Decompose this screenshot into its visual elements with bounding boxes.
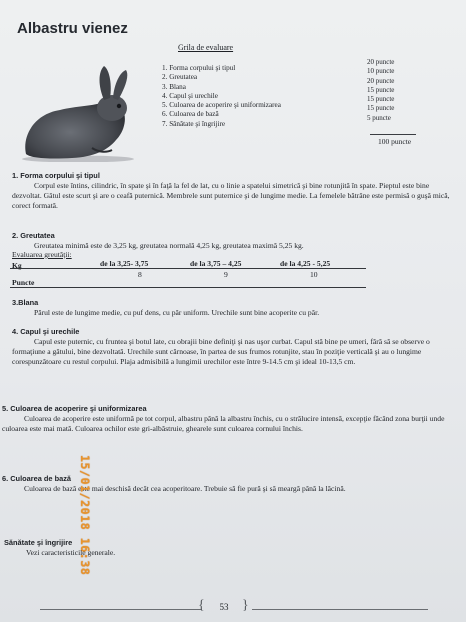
grila-total-divider <box>370 134 416 135</box>
grila-item: 5. Culoarea de acoperire şi uniformizarea <box>162 101 281 110</box>
table-cell: 8 <box>138 270 142 279</box>
grila-item: 4. Capul şi urechile <box>162 91 218 100</box>
rabbit-photo <box>14 62 142 162</box>
table-cell: 9 <box>224 270 228 279</box>
grila-points-list <box>367 58 417 123</box>
footer-rule-right <box>252 609 428 610</box>
grila-criteria-list <box>162 64 372 129</box>
table-header-cell: de la 3,25- 3,75 <box>100 259 149 268</box>
table-header-cell: Kg <box>12 261 22 270</box>
evaluare-label: Evaluarea greutăţii: <box>12 250 72 259</box>
section-text: Culoarea de bază este mai deschisă decât cea acoperitoare. Trebuie să fie pură şi să meargă până la lăcină. <box>24 484 346 493</box>
section-text: Capul este puternic, cu fruntea şi botul late, cu obrajii bine definiţi şi nas uşor curbat. Capul stă bine pe umeri, fără să se observe o formaţiune a gâtului, bine dezvoltată. Urechile sunt cărnoase, în partea de sus frumos rotunjite, stau în poziţie verticală şi au o lungime corespunzătoare cu restul corpului. Plaja admisibilă a lungimii urechilor este între 9-14.5 cm şi ideal 10-13,5 cm. <box>12 337 430 366</box>
footer-rule-left <box>40 609 202 610</box>
section-blana <box>12 298 454 318</box>
grila-item: 3. Blana <box>162 82 186 91</box>
section-text: Culoarea de acoperire este uniformă pe tot corpul, albastru până la albastru închis, cu o strălucire intensă, excepţie făcând zona burţii unde culoarea este mai mată. Culoarea ochilor este gri-albăstruie, ghearele sunt culoarea cornului închis. <box>2 414 445 433</box>
section-greutatea <box>12 231 454 251</box>
table-header-cell: de la 4,25 - 5,25 <box>280 259 331 268</box>
grila-points: 20 puncte <box>367 58 395 66</box>
section-heading: 5. Culoarea de acoperire şi uniformizarea <box>2 404 147 413</box>
section-text: Greutatea minimă este de 3,25 kg, greutatea normală 4,25 kg, greutatea maximă 5,25 kg. <box>34 241 304 250</box>
table-cell: 10 <box>310 270 318 279</box>
section-culoarea-acoperire <box>2 404 454 434</box>
grila-total: 100 puncte <box>378 137 412 146</box>
grila-points: 5 puncte <box>367 113 391 122</box>
grila-points: 15 puncte <box>367 95 395 104</box>
date-stamp-text: 15/01/2018 16:38 <box>78 455 92 576</box>
table-rule <box>10 268 366 269</box>
section-text: Părul este de lungime medie, cu puf dens, cu păr uniform. Urechile sunt bine acoperite cu păr. <box>34 308 320 317</box>
section-text: Vezi caracteristicile generale. <box>26 548 116 557</box>
section-heading: 4. Capul şi urechile <box>12 327 80 336</box>
footer-brace-left: { <box>198 598 205 613</box>
section-sanatate <box>4 538 446 558</box>
grila-item: 2. Greutatea <box>162 73 198 82</box>
table-header-cell: de la 3,75 – 4,25 <box>190 259 242 268</box>
page-number: 53 <box>219 602 229 612</box>
table-rule <box>10 287 366 288</box>
section-text: Corpul este întins, cilindric, în spate şi în faţă la fel de lat, cu o linie a spatelui simetrică şi bine rotunjită în spate. Pieptul este bine dezvoltat. Gâtul este scurt şi are o ceafă puternică. Membrele sunt puternice şi de lungime medie. La femelele bătrâne este permisă o guşă mică, corect formată. <box>12 181 450 210</box>
footer-brace-right: } <box>242 598 249 613</box>
date-stamp <box>78 455 92 585</box>
section-heading: 3.Blana <box>12 298 39 307</box>
grila-points: 10 puncte <box>367 67 395 76</box>
section-culoarea-baza <box>2 474 454 494</box>
section-capul-urechile <box>12 327 454 367</box>
grila-points: 15 puncte <box>367 85 395 94</box>
grila-title: Grila de evaluare <box>178 43 234 52</box>
table-row-label: Puncte <box>12 278 35 287</box>
grila-points: 15 puncte <box>367 104 395 113</box>
section-heading: 1. Forma corpului şi tipul <box>12 171 100 180</box>
grila-item: 7. Sănătate şi îngrijire <box>162 119 226 128</box>
grila-item: 6. Culoarea de bază <box>162 110 219 119</box>
weight-evaluation-table <box>10 259 366 289</box>
section-heading: 6. Culoarea de bază <box>2 474 72 483</box>
grila-item: 1. Forma corpului şi tipul <box>162 64 236 72</box>
section-heading: 2. Greutatea <box>12 231 55 240</box>
grila-points: 20 puncte <box>367 76 395 85</box>
section-heading: Sănătate şi îngrijire <box>4 538 73 547</box>
section-forma-corpului <box>12 171 454 211</box>
page-title: Albastru vienez <box>17 20 128 37</box>
